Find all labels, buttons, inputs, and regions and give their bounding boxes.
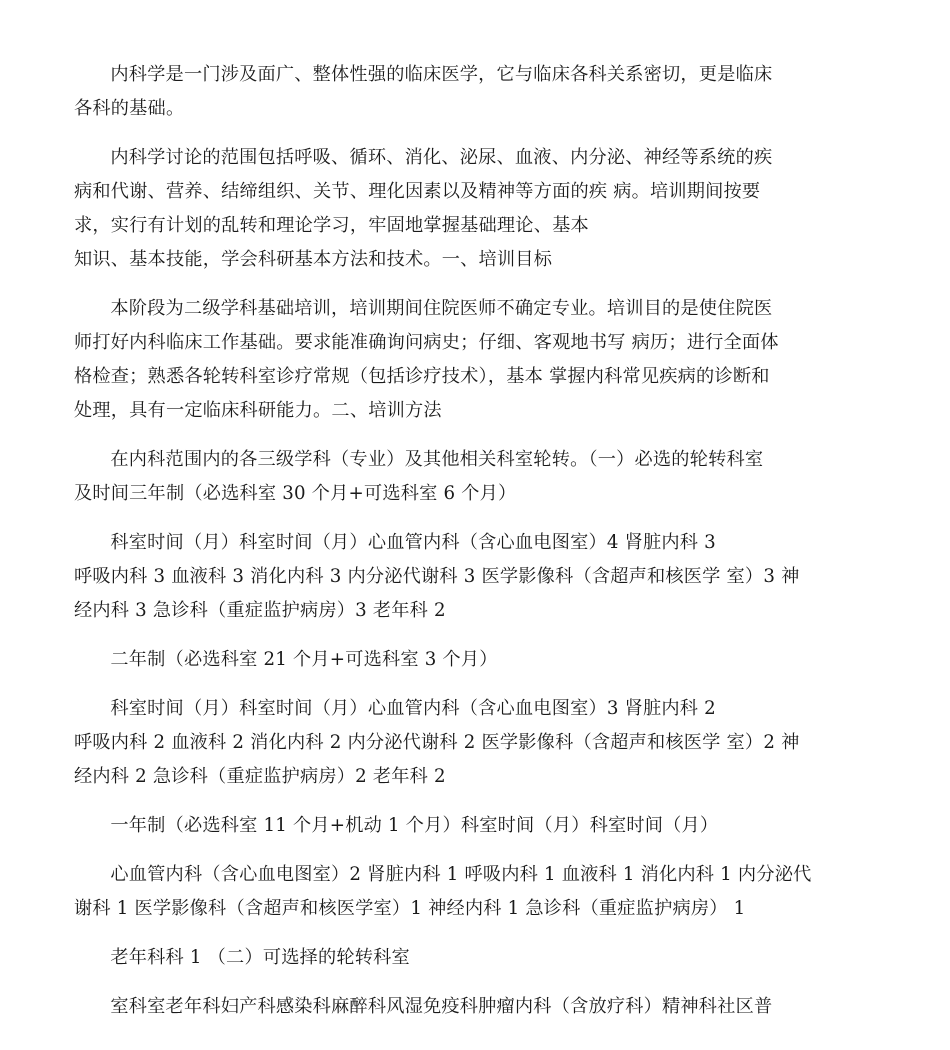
paragraph-line: 内科学讨论的范围包括呼吸、循环、消化、泌尿、血液、内分泌、神经等系统的疾 bbox=[110, 147, 773, 168]
paragraph-line: 本阶段为二级学科基础培训，培训期间住院医师不确定专业。培训目的是使住院医 bbox=[110, 298, 773, 319]
paragraph-line: 格检查；熟悉各轮转科室诊疗常规（包括诊疗技术），基本 掌握内科常见疾病的诊断和 bbox=[74, 366, 770, 387]
paragraph-line: 二年制（必选科室 21 个月+可选科室 3 个月） bbox=[110, 649, 498, 670]
paragraph bbox=[74, 526, 870, 628]
paragraph-line: 经内科 2 急诊科（重症监护病房）2 老年科 2 bbox=[74, 766, 446, 787]
paragraph-line: 呼吸内科 2 血液科 2 消化内科 2 内分泌代谢科 2 医学影像科（含超声和核医学 室）2 神 bbox=[74, 732, 800, 753]
paragraph bbox=[74, 809, 870, 843]
paragraph-line: 呼吸内科 3 血液科 3 消化内科 3 内分泌代谢科 3 医学影像科（含超声和核医学 室）3 神 bbox=[74, 566, 800, 587]
paragraph-line: 内科学是一门涉及面广、整体性强的临床医学，它与临床各科关系密切，更是临床 bbox=[110, 64, 773, 85]
paragraph bbox=[74, 692, 870, 794]
paragraph bbox=[74, 941, 870, 975]
paragraph bbox=[74, 292, 870, 428]
paragraph bbox=[74, 858, 870, 926]
paragraph-line: 在内科范围内的各三级学科（专业）及其他相关科室轮转。（一）必选的轮转科室 bbox=[110, 449, 764, 470]
paragraph bbox=[74, 58, 870, 126]
paragraph bbox=[74, 643, 870, 677]
paragraph-line: 室科室老年科妇产科感染科麻醉科风湿免疫科肿瘤内科（含放疗科）精神科社区普 bbox=[110, 996, 773, 1017]
paragraph-line: 师打好内科临床工作基础。要求能准确询问病史；仔细、客观地书写 病历；进行全面体 bbox=[74, 332, 779, 353]
paragraph bbox=[74, 141, 870, 277]
paragraph-line: 科室时间（月）科室时间（月）心血管内科（含心血电图室）4 肾脏内科 3 bbox=[110, 532, 716, 553]
paragraph bbox=[74, 443, 870, 511]
paragraph-line: 心血管内科（含心血电图室）2 肾脏内科 1 呼吸内科 1 血液科 1 消化内科 1 内分泌代 bbox=[110, 864, 812, 885]
paragraph-line: 病和代谢、营养、结缔组织、关节、理化因素以及精神等方面的疾 病。培训期间按要 bbox=[74, 181, 761, 202]
document-page bbox=[74, 58, 870, 1039]
paragraph-line: 各科的基础。 bbox=[74, 98, 185, 119]
paragraph-line: 一年制（必选科室 11 个月+机动 1 个月）科室时间（月）科室时间（月） bbox=[110, 815, 719, 836]
paragraph-line: 经内科 3 急诊科（重症监护病房）3 老年科 2 bbox=[74, 600, 446, 621]
paragraph-line: 求，实行有计划的乱转和理论学习，牢固地掌握基础理论、基本 bbox=[74, 215, 589, 236]
paragraph bbox=[74, 990, 870, 1024]
paragraph-line: 及时间三年制（必选科室 30 个月+可选科室 6 个月） bbox=[74, 483, 517, 504]
paragraph-line: 知识、基本技能，学会科研基本方法和技术。一、培训目标 bbox=[74, 249, 553, 270]
paragraph-line: 科室时间（月）科室时间（月）心血管内科（含心血电图室）3 肾脏内科 2 bbox=[110, 698, 716, 719]
paragraph-line: 谢科 1 医学影像科（含超声和核医学室）1 神经内科 1 急诊科（重症监护病房） 1 bbox=[74, 898, 746, 919]
paragraph-line: 处理，具有一定临床科研能力。二、培训方法 bbox=[74, 400, 442, 421]
paragraph-line: 老年科科 1 （二）可选择的轮转科室 bbox=[110, 947, 410, 968]
